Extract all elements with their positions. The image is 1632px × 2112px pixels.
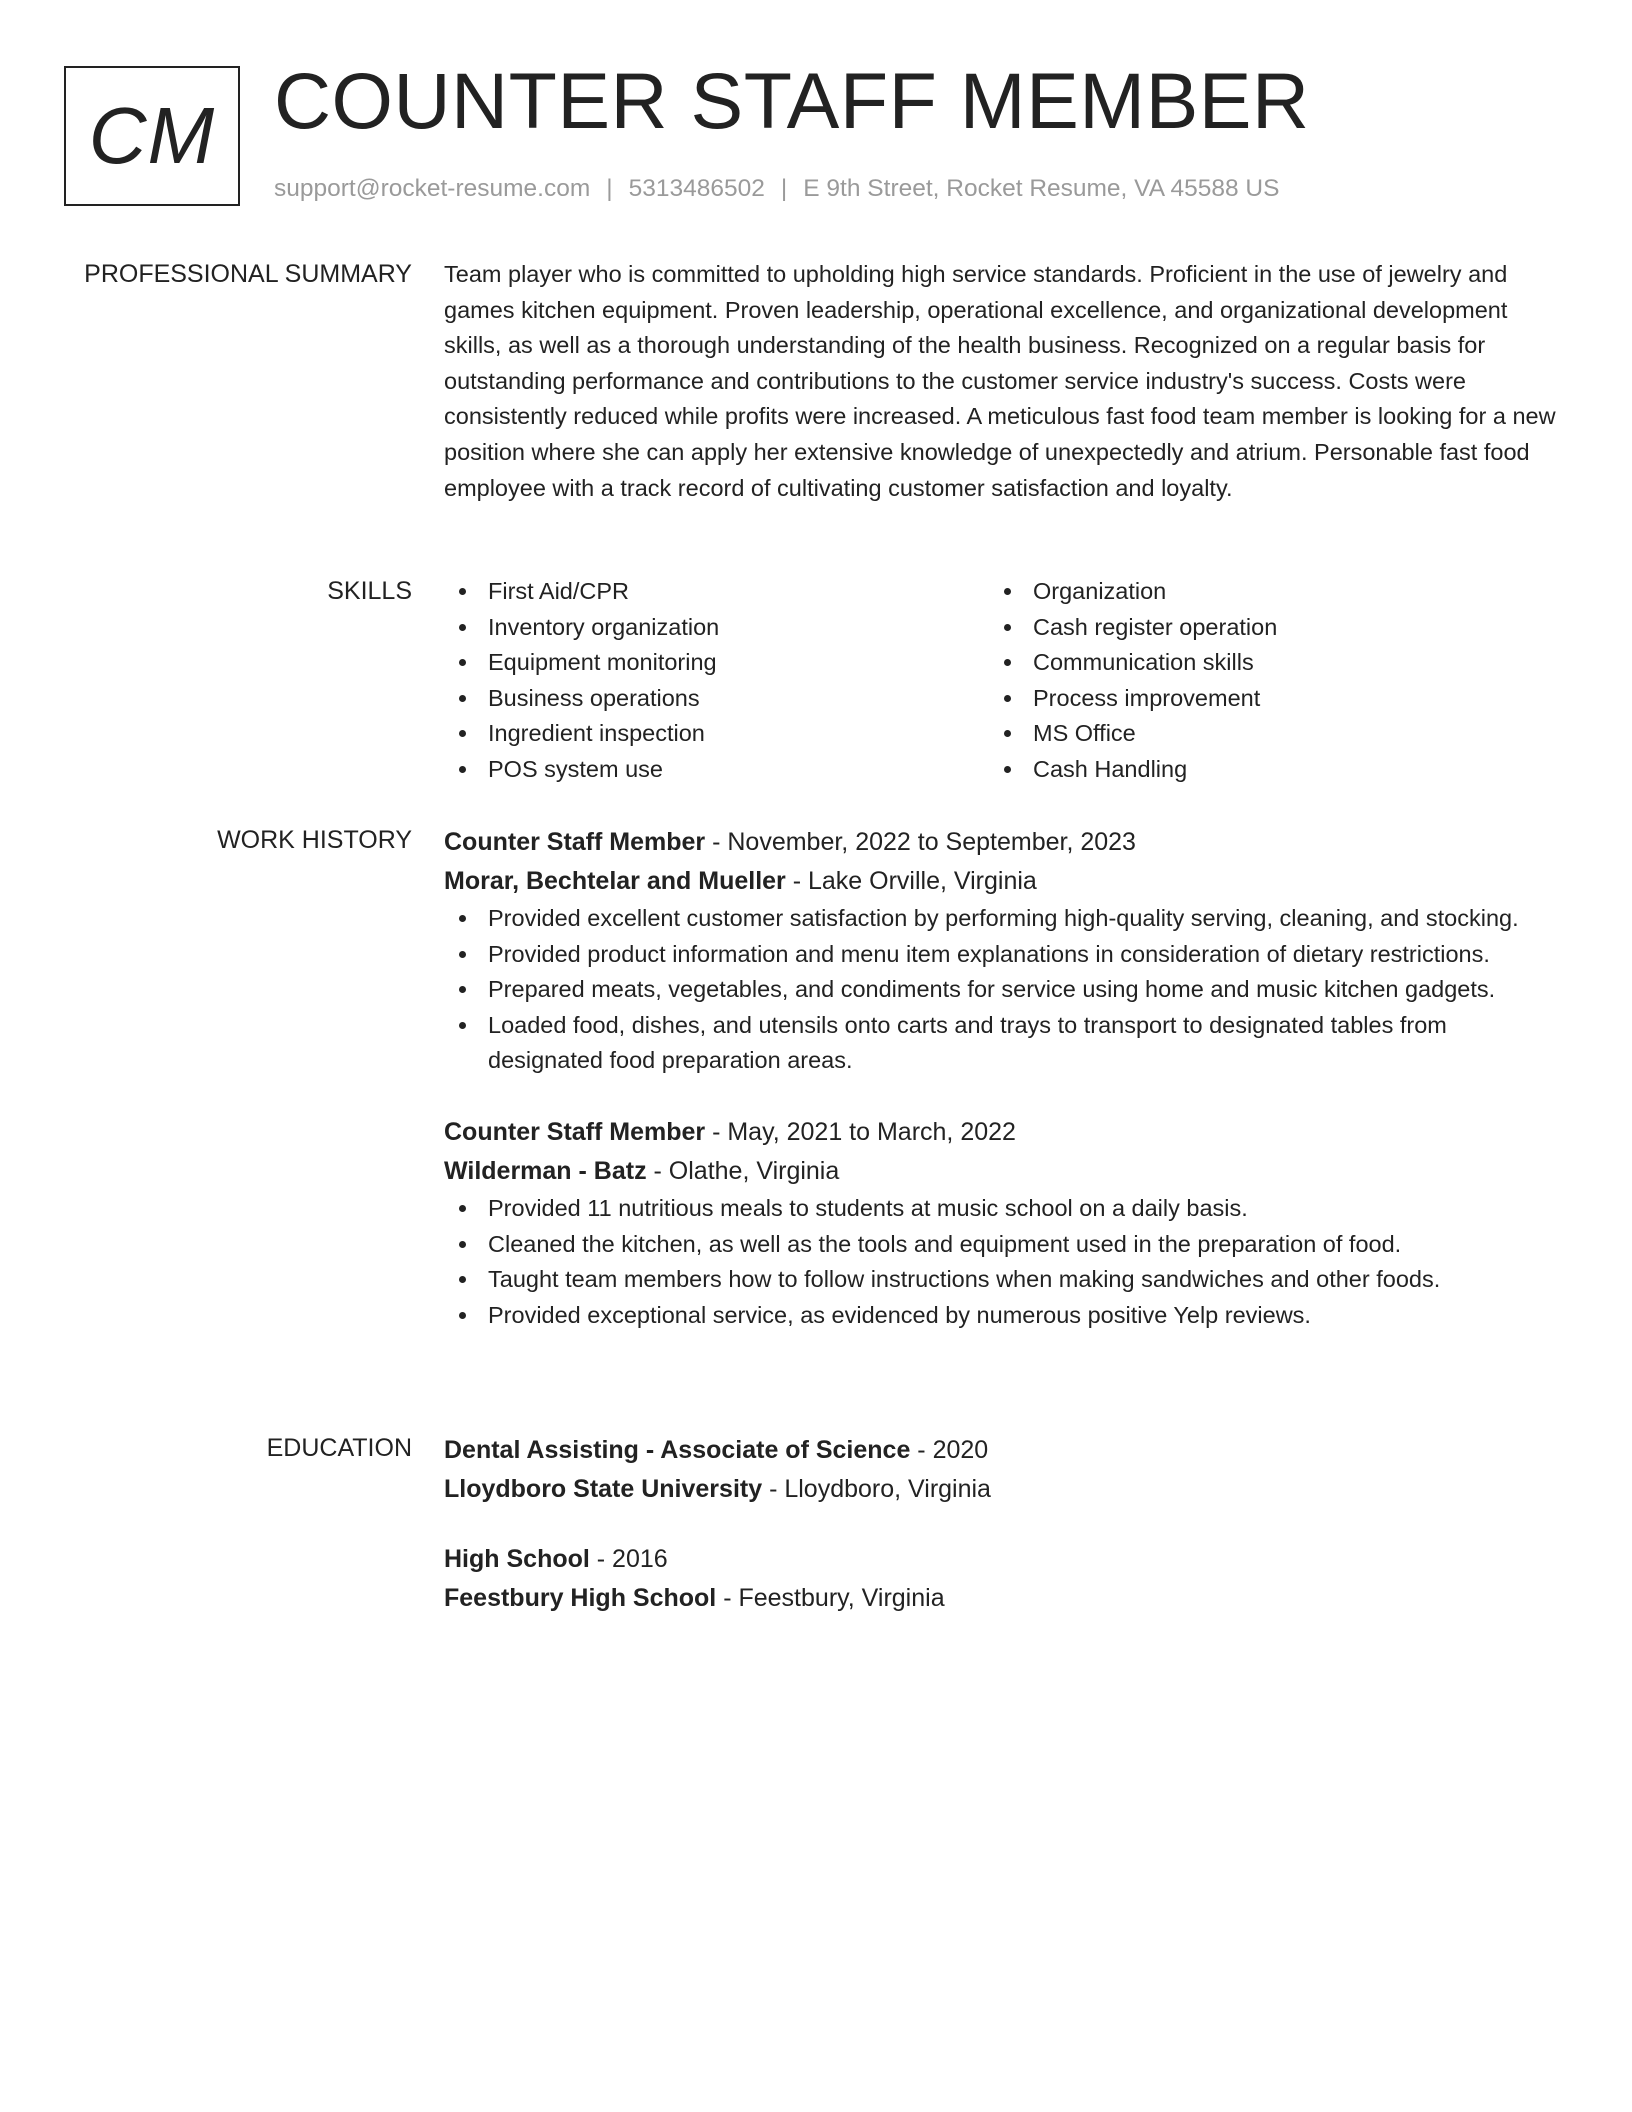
skills-column-left: [444, 574, 989, 788]
skill-item: MS Office: [989, 716, 1534, 752]
education-school: Lloydboro State University: [444, 1475, 763, 1503]
education-year: - 2016: [589, 1545, 668, 1573]
education-location: - Lloydboro, Virginia: [762, 1475, 991, 1503]
skill-item: Equipment monitoring: [444, 645, 989, 681]
skill-item: POS system use: [444, 752, 989, 788]
job-title: Counter Staff Member: [444, 828, 706, 856]
education-location: - Feestbury, Virginia: [716, 1584, 945, 1612]
contact-phone[interactable]: 5313486502: [628, 175, 765, 202]
job-bullets: [444, 901, 1556, 1079]
education-degree-line: [444, 1431, 1556, 1470]
job-company-line: [444, 862, 1556, 901]
education-school: Feestbury High School: [444, 1584, 717, 1612]
skill-item: Communication skills: [989, 645, 1534, 681]
summary-body: [444, 257, 1556, 506]
education-school-line: [444, 1579, 1556, 1618]
education-degree: Dental Assisting - Associate of Science: [444, 1436, 911, 1464]
job-bullet: Provided exceptional service, as evidenced by numerous positive Yelp reviews.: [444, 1298, 1556, 1334]
skills-body: [444, 574, 1556, 788]
skill-item: Ingredient inspection: [444, 716, 989, 752]
skill-item: Cash Handling: [989, 752, 1534, 788]
job-bullets: [444, 1191, 1556, 1333]
section-label-skills: SKILLS: [327, 577, 412, 605]
skill-item: Business operations: [444, 681, 989, 717]
job-company: Wilderman - Batz: [444, 1156, 647, 1185]
job-title-line: [444, 823, 1556, 862]
job-dates: - November, 2022 to September, 2023: [705, 828, 1136, 856]
monogram: CM: [64, 66, 240, 206]
education-degree: High School: [444, 1545, 590, 1573]
job-bullet: Provided 11 nutritious meals to students at music school on a daily basis.: [444, 1191, 1556, 1227]
job-company: Morar, Bechtelar and Mueller: [444, 867, 786, 895]
contact-email[interactable]: support@rocket-resume.com: [274, 175, 591, 202]
section-label-summary: PROFESSIONAL SUMMARY: [84, 260, 412, 288]
skill-item: Inventory organization: [444, 610, 989, 646]
job-bullet: Taught team members how to follow instructions when making sandwiches and other foods.: [444, 1262, 1556, 1298]
contact-separator: |: [780, 175, 788, 202]
job-title-line: [444, 1113, 1556, 1152]
education-entry: [444, 1431, 1556, 1509]
section-label-work-history: WORK HISTORY: [217, 826, 412, 854]
resume-name: COUNTER STAFF MEMBER: [274, 56, 1310, 145]
job-entry: [444, 1113, 1556, 1333]
job-dates: - May, 2021 to March, 2022: [705, 1117, 1016, 1146]
education-school-line: [444, 1470, 1556, 1509]
education-body: [444, 1431, 1556, 1618]
contact-separator: |: [606, 175, 613, 202]
job-title: Counter Staff Member: [444, 1117, 706, 1146]
summary-text: Team player who is committed to upholding high service standards. Proficient in the use of jewelry and games kitchen equipment. Proven leadership, operational excellence, and organizational development skills, as well as a thorough understanding of the health business. Recognized on a regular basis for outstanding performance and contributions to the customer service industry's success. Costs were consistently reduced while profits were increased. A meticulous fast food team member is looking for a new position where she can apply her extensive knowledge of unexpectedly and atrium. Personable fast food employee with a track record of cultivating customer satisfaction and loyalty.: [444, 261, 1556, 501]
skill-item: Cash register operation: [989, 610, 1534, 646]
job-entry: [444, 823, 1556, 1079]
job-company-line: [444, 1152, 1556, 1191]
job-location: - Olathe, Virginia: [646, 1156, 840, 1185]
work-history-body: [444, 823, 1556, 1333]
skill-item: Process improvement: [989, 681, 1534, 717]
job-location: - Lake Orville, Virginia: [785, 867, 1037, 895]
skill-item: Organization: [989, 574, 1534, 610]
contact-address: E 9th Street, Rocket Resume, VA 45588 US: [803, 175, 1280, 202]
job-bullet: Provided product information and menu item explanations in consideration of dietary restrictions.: [444, 937, 1556, 973]
education-degree-line: [444, 1540, 1556, 1579]
job-bullet: Loaded food, dishes, and utensils onto carts and trays to transport to designated tables from designated food preparation areas.: [444, 1008, 1556, 1079]
education-year: - 2020: [910, 1436, 989, 1464]
section-label-education: EDUCATION: [266, 1434, 412, 1462]
job-bullet: Cleaned the kitchen, as well as the tools and equipment used in the preparation of food.: [444, 1227, 1556, 1263]
contact-line: [274, 172, 1279, 206]
job-bullet: Prepared meats, vegetables, and condiments for service using home and music kitchen gadgets.: [444, 972, 1556, 1008]
skill-item: First Aid/CPR: [444, 574, 989, 610]
job-bullet: Provided excellent customer satisfaction by performing high-quality serving, cleaning, and stocking.: [444, 901, 1556, 937]
skills-column-right: [989, 574, 1534, 788]
education-entry: [444, 1540, 1556, 1618]
